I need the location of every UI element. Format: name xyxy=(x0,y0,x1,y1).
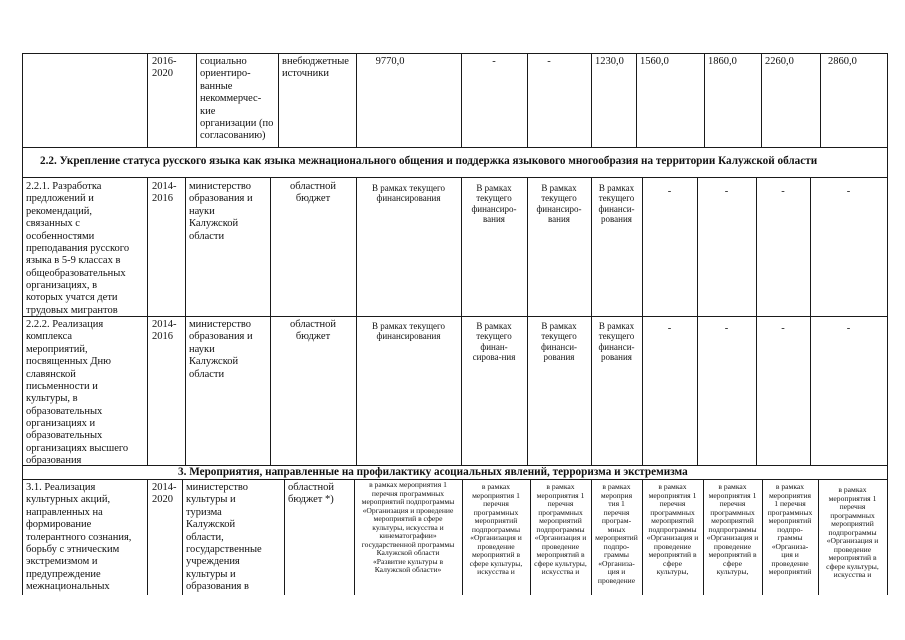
activity-name-cell: 2.2.2. Реализация комплекса мероприятий, посвященных Дню славянской письменности и культуры, в образовательных организациях и образовательных организациях высшего образования xyxy=(26,319,129,465)
year-2018-cell: - xyxy=(724,186,729,197)
year-2016-cell: в рамках мероприя тия 1 перечня програм- мных мероприятий подпро- граммы «Организа- ция и проведение xyxy=(595,483,638,585)
row-divider xyxy=(22,479,888,480)
column-line xyxy=(196,53,197,147)
year-2020-cell: - xyxy=(846,186,851,197)
column-line xyxy=(697,177,698,465)
year-2020-cell: - xyxy=(846,323,851,334)
funding-source-cell: областной бюджет *) xyxy=(288,482,334,506)
year-2014-cell: В рамках текущего финан- сирова-ния xyxy=(472,321,516,363)
column-line xyxy=(182,479,183,595)
year-2019-cell: в рамках мероприятия 1 перечня программных мероприятий подпро- граммы «Организа- ция и проведение мероприятий xyxy=(767,483,813,576)
table-top-border xyxy=(22,53,888,54)
year-2020-cell: 2860,0 xyxy=(828,56,857,67)
year-2016-cell: В рамках текущего финанси- рования xyxy=(598,183,635,225)
column-line xyxy=(810,177,811,465)
total-cell: В рамках текущего финансирования xyxy=(372,321,445,342)
section-heading-3: 3. Мероприятия, направленные на профилактику асоциальных явлений, терроризма и экстремизма xyxy=(178,466,688,478)
year-2017-cell: в рамках мероприятия 1 перечня программных мероприятий подпрограммы «Организация и проведение мероприятий в сфере культуры, xyxy=(646,483,699,576)
executor-cell: министерство образования и науки Калужской области xyxy=(189,181,253,242)
year-2015-cell: - xyxy=(547,56,551,67)
year-2017-cell: - xyxy=(667,186,672,197)
total-cell: 9770,0 xyxy=(375,56,405,67)
executor-cell: социально ориентиро- ванные некоммерчес- кие организации (по согласованию) xyxy=(200,56,274,142)
section-heading-2-2: 2.2. Укрепление статуса русского языка как языка межнационального общения и поддержка языкового многообразия на территории Калужской области xyxy=(40,155,818,167)
row-divider xyxy=(22,177,888,178)
year-2014-cell: - xyxy=(492,56,496,67)
column-line xyxy=(591,53,592,147)
year-2014-cell: в рамках мероприятия 1 перечня программных мероприятий подпрограммы «Организация и проведение мероприятий в сфере культуры, искусства и xyxy=(469,483,523,576)
total-cell: в рамках мероприятия 1 перечня программных мероприятий подпрограммы «Организация и проведение мероприятий в сфере культуры, искусства и кинематографии» государственной программы Калужской области «Развитие культуры в Калужской области» xyxy=(361,481,455,574)
table-right-border xyxy=(887,53,888,595)
year-2020-cell: в рамках мероприятия 1 перечня программных мероприятий подпрограммы «Организация и проведение мероприятий в сфере культуры, искусства и xyxy=(826,486,879,579)
year-2017-cell: - xyxy=(667,323,672,334)
period-cell: 2014- 2020 xyxy=(152,482,177,506)
activity-name-cell: 3.1. Реализация культурных акций, направленных на формирование толерантного сознания, борьбу с этническим экстремизмом и предупреждение межнациональных xyxy=(26,482,132,592)
executor-cell: министерство культуры и туризма Калужской области, государственные учреждения культуры и образования в xyxy=(186,482,262,592)
column-line xyxy=(147,479,148,595)
column-line xyxy=(284,479,285,595)
year-2018-cell: - xyxy=(724,323,729,334)
funding-source-cell: внебюджетные источники xyxy=(282,56,349,80)
funding-source-cell: областной бюджет xyxy=(290,319,336,343)
column-line xyxy=(761,53,762,147)
row-divider xyxy=(22,316,888,317)
table-left-border xyxy=(22,53,23,595)
column-line xyxy=(642,177,643,465)
column-line xyxy=(820,53,821,147)
period-cell: 2014- 2016 xyxy=(152,181,177,205)
period-cell: 2016- 2020 xyxy=(152,56,177,80)
column-line xyxy=(278,53,279,147)
column-line xyxy=(147,53,148,147)
year-2018-cell: 1860,0 xyxy=(708,56,737,67)
column-line xyxy=(756,177,757,465)
period-cell: 2014- 2016 xyxy=(152,319,177,343)
funding-source-cell: областной бюджет xyxy=(290,181,336,205)
year-2015-cell: В рамках текущего финансиро- вания xyxy=(536,183,582,225)
year-2014-cell: В рамках текущего финансиро- вания xyxy=(471,183,517,225)
year-2019-cell: 2260,0 xyxy=(765,56,794,67)
year-2015-cell: В рамках текущего финанси- рования xyxy=(540,321,578,363)
year-2017-cell: 1560,0 xyxy=(640,56,669,67)
column-line xyxy=(185,177,186,465)
executor-cell: министерство образования и науки Калужской области xyxy=(189,319,253,380)
total-cell: В рамках текущего финансирования xyxy=(372,183,445,204)
year-2016-cell: 1230,0 xyxy=(595,56,624,67)
column-line xyxy=(704,53,705,147)
year-2018-cell: в рамках мероприятия 1 перечня программных мероприятий подпрограммы «Организация и проведение мероприятий в сфере культуры, xyxy=(706,483,759,576)
year-2016-cell: В рамках текущего финанси- рования xyxy=(598,321,635,363)
activity-name-cell: 2.2.1. Разработка предложений и рекомендаций, связанных с особенностями преподавания русского языка в 5-9 классах в общеобразовательных организациях, в которых учатся дети трудовых мигрантов xyxy=(26,181,130,316)
row-divider xyxy=(22,147,888,148)
column-line xyxy=(636,53,637,147)
column-line xyxy=(147,177,148,465)
year-2019-cell: - xyxy=(781,186,785,197)
year-2019-cell: - xyxy=(781,323,785,334)
column-line xyxy=(356,53,357,147)
year-2015-cell: в рамках мероприятия 1 перечня программных мероприятий подпрограммы «Организация и проведение мероприятий в сфере культуры, искусства и xyxy=(534,483,587,576)
